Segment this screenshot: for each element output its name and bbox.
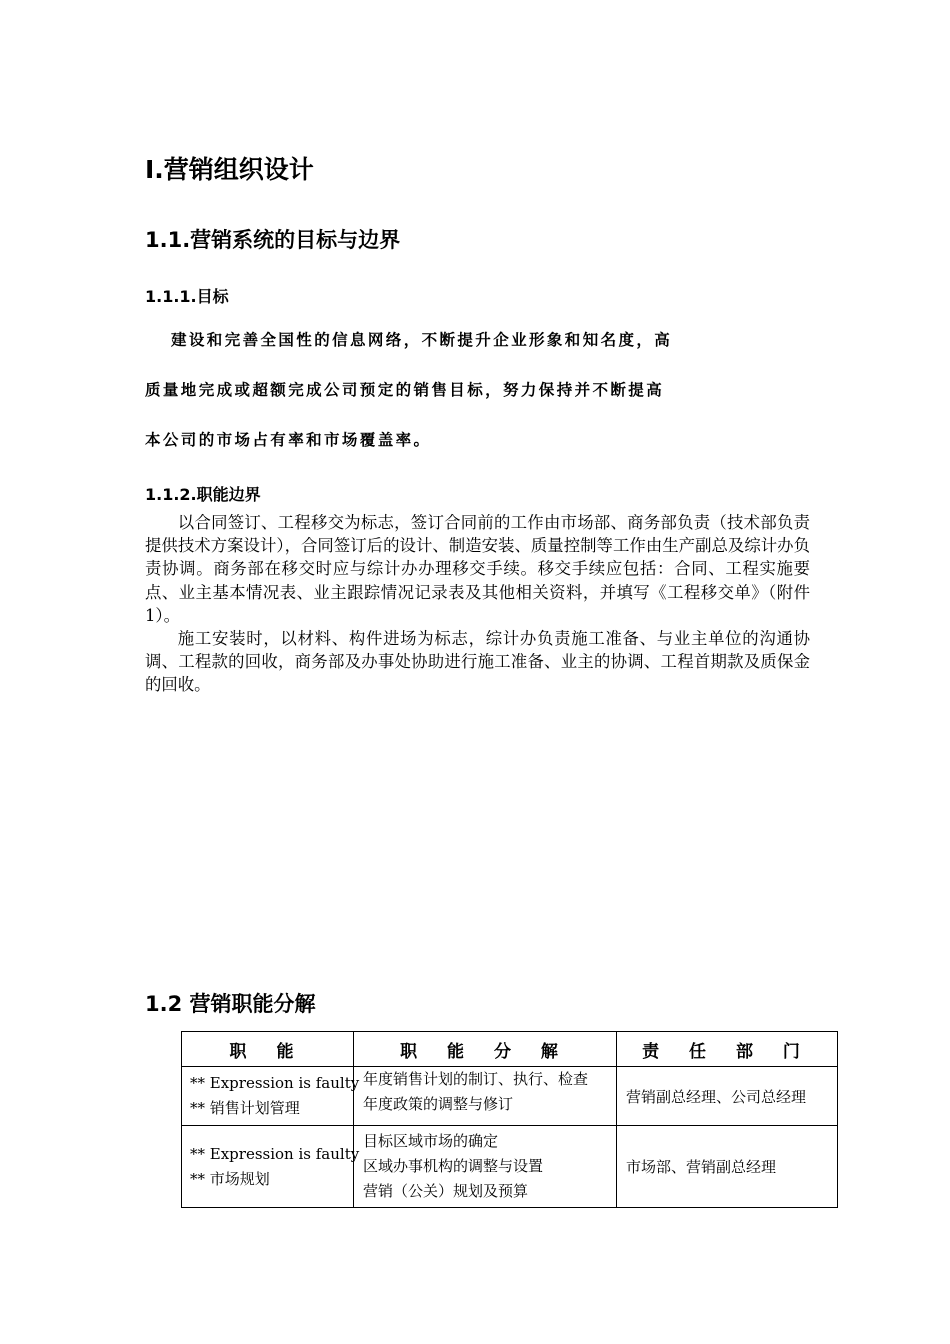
detail-line: 营销（公关）规划及预算 xyxy=(363,1182,529,1200)
function-line: ** 销售计划管理 xyxy=(190,1099,300,1117)
heading-2: 1.1.营销系统的目标与边界 xyxy=(145,228,401,252)
department-cell: 营销副总经理、公司总经理 xyxy=(617,1067,838,1126)
function-cell xyxy=(182,1067,360,1126)
detail-clip xyxy=(363,1067,616,1123)
function-line: ** Expression is faulty xyxy=(190,1074,360,1092)
function-line: ** 市场规划 xyxy=(190,1169,270,1188)
detail-line: 区域办事机构的调整与设置 xyxy=(363,1157,544,1175)
boundary-paragraph-2: 施工安装时，以材料、构件进场为标志，综计办负责施工准备、与业主单位的沟通协调、工程款的回收，商务部及办事处协助进行施工准备、业主的协调、工程首期款及质保金的回收。 xyxy=(145,629,810,695)
function-table xyxy=(181,1031,838,1208)
goal-line-1: 建设和完善全国性的信息网络，不断提升企业形象和知名度，高 xyxy=(171,331,673,349)
detail-line: 年度销售计划的制订、执行、检查 xyxy=(363,1070,589,1088)
table-header-row xyxy=(182,1032,838,1067)
header-detail: 职 能 分 解 xyxy=(354,1032,617,1067)
department-cell: 市场部、营销副总经理 xyxy=(617,1126,838,1208)
boundary-paragraph-1: 以合同签订、工程移交为标志，签订合同前的工作由市场部、商务部负责（技术部负责提供技术方案设计），合同签订后的设计、制造安装、质量控制等工作由生产副总及综计办负责协调。商务部在移交时应与综计办办理移交手续。移交手续应包括：合同、工程实施要点、业主基本情况表、业主跟踪情况记录表及其他相关资料，并填写《工程移交单》（附件1）。 xyxy=(145,513,810,625)
goal-line-3: 本公司的市场占有率和市场覆盖率。 xyxy=(145,431,432,449)
function-cell xyxy=(182,1126,360,1208)
table-row xyxy=(182,1067,838,1126)
goal-heading: 1.1.1.目标 xyxy=(145,287,229,306)
header-function: 职 能 xyxy=(182,1032,354,1067)
boundary-text xyxy=(145,511,810,697)
detail-line: 年度政策的调整与修订 xyxy=(363,1095,514,1113)
function-line: ** Expression is faulty xyxy=(190,1144,360,1163)
functions-heading: 1.2 营销职能分解 xyxy=(145,992,316,1016)
table-row xyxy=(182,1126,838,1208)
goal-line-2: 质量地完成或超额完成公司预定的销售目标，努力保持并不断提高 xyxy=(145,381,665,399)
heading-1: I.营销组织设计 xyxy=(145,155,314,184)
detail-cell xyxy=(354,1067,617,1126)
detail-cell xyxy=(354,1126,617,1208)
header-department: 责 任 部 门 xyxy=(617,1032,838,1067)
boundary-heading: 1.1.2.职能边界 xyxy=(145,485,261,504)
detail-line: 目标区域市场的确定 xyxy=(363,1132,499,1150)
